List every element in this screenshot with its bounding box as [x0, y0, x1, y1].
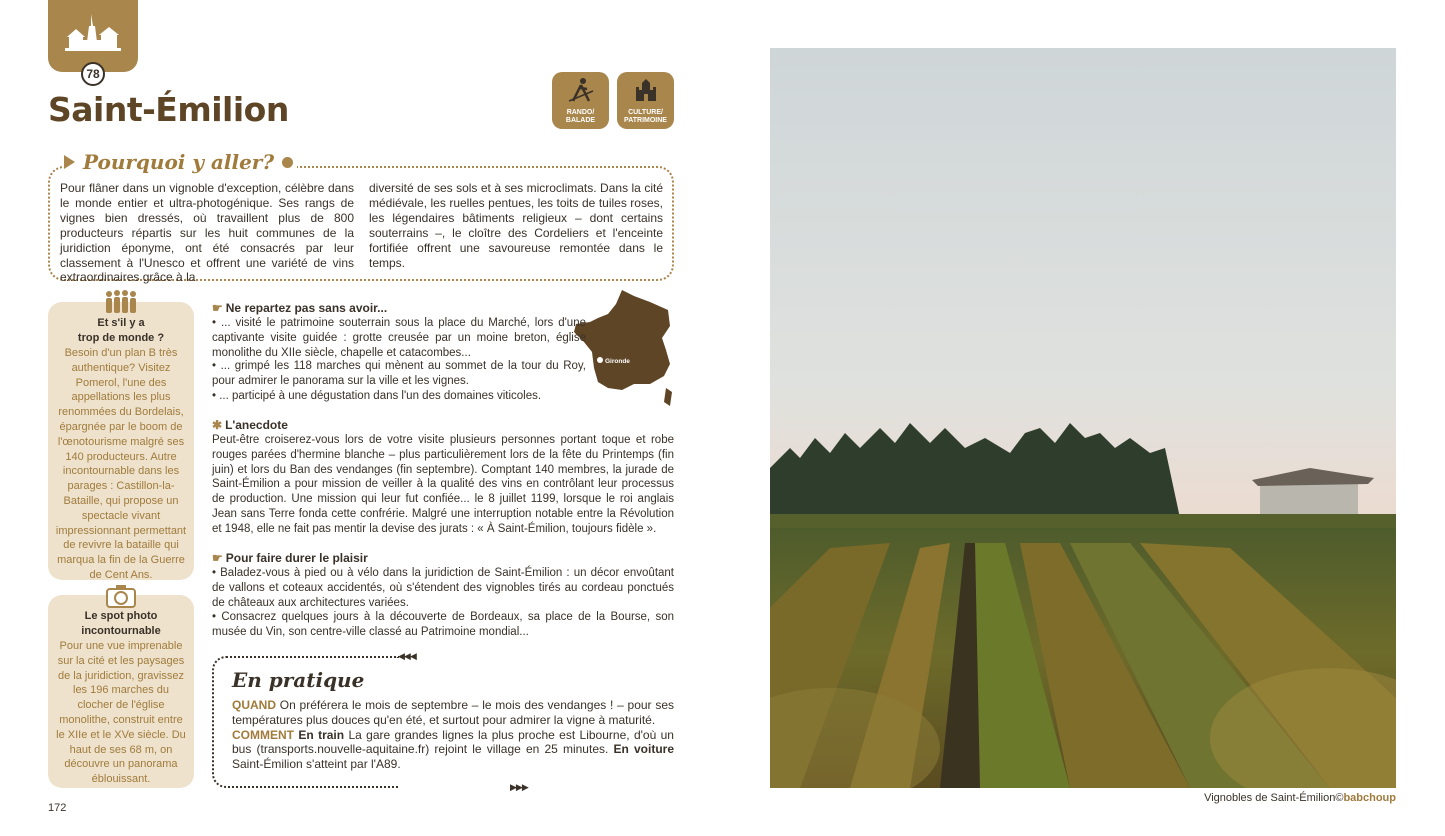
section1-title: Ne repartez pas sans avoir...	[225, 301, 388, 315]
pratique-box	[212, 651, 674, 792]
badge-rando-line2: BALADE	[565, 117, 596, 124]
why-heading-text: Pourquoi y aller?	[83, 150, 275, 174]
photo-credit: babchoup	[1343, 792, 1396, 804]
badge-rando-line1: RANDO/	[566, 109, 595, 116]
voiture-label: En voiture	[608, 742, 674, 757]
badge-rando	[552, 72, 609, 129]
section-ne-repartez	[212, 301, 586, 360]
why-text-col2: diversité de ses sols et à ses microclimats. Dans la cité médiévale, les ruelles pentues, les toits de tuiles roses, les légendaires bâtiments religieux – dont certains souterrains –, le cloître des Cordeliers et l'enceinte fortifiée offrent une savoureuse remontée dans le temps.	[369, 181, 663, 270]
castle-icon	[632, 77, 660, 103]
voiture-text: Saint-Émilion s'atteint par l'A89.	[232, 757, 401, 772]
quand-label: QUAND	[232, 698, 276, 712]
crowd-title-1: Et s'il y a	[97, 317, 145, 329]
badge-culture-line1: CULTURE/	[628, 109, 663, 116]
sidebar-box-crowd	[48, 302, 194, 580]
camera-icon	[106, 584, 136, 608]
section3-bullet2: • Consacrez quelques jours à la découverte de Bordeaux, sa place de la Bourse, son musée du Vin, son centre-ville classé au Patrimoine mondial...	[212, 611, 674, 639]
photo-caption	[1204, 792, 1396, 804]
pratique-heading: En pratique	[232, 668, 365, 692]
pointing-hand-icon: ☛	[212, 301, 223, 315]
hiker-icon	[567, 77, 595, 103]
badge-culture	[617, 72, 674, 129]
asterisk-icon: ✱	[212, 418, 223, 432]
caption-text: Vignobles de Saint-Émilion	[1204, 792, 1336, 804]
people-icon	[103, 289, 139, 315]
train-text: La gare grandes lignes la plus proche est Libourne, d'où un bus (transports.nouvelle-aquitaine.fr) rejoint le village en 25 minutes.	[232, 727, 674, 757]
vineyard-photo	[770, 48, 1396, 788]
crowd-text: Besoin d'un plan B très authentique? Visitez Pomerol, l'une des appellations les plus renommées du Bordelais, épargnée par le boom de l'œnotourisme malgré ses 140 producteurs. Autre incontournable dans les parages : Castillon-la-Bataille, qui propose un spectacle vivant impressionnant permettant de revivre la bataille qui marqua la fin de la Guerre de Cent Ans.	[55, 347, 187, 581]
photo-title-2: incontournable	[81, 625, 161, 637]
page-number: 172	[48, 802, 67, 814]
section2-text: Peut-être croiserez-vous lors de votre visite plusieurs personnes portant toque et robe rouges parées d'hermine blanche – plus particulièrement lors de la fête du Printemps (fin juin) et lors du Ban des vendanges (fin septembre). Comptant 140 membres, la jurade de Saint-Émilion a pour mission de veiller à la qualité des vins en contrôlant leur processus de production. Une mission qui leur fut confiée... le 8 juillet 1199, lorsque le roi anglais Jean sans Terre fonda cette confrérie. Malgré une interruption notable entre la Révolution et 1948, elle ne fait pas mentir la devise des jurats : « À Saint-Émilion, toujours fidèle ».	[212, 434, 674, 535]
arrows-left-icon: ◀◀◀	[398, 651, 416, 661]
section1-bullet2-wrap	[212, 359, 586, 403]
triangle-icon	[64, 155, 75, 169]
map-label-gironde: Gironde	[605, 358, 630, 365]
quand-text: On préférera le mois de septembre – le mois des vendanges ! – pour ses températures plus douces qu'en été, et surtout pour admirer la vigne à maturité.	[232, 698, 674, 727]
section-anecdote	[212, 418, 674, 537]
why-text-col1: Pour flâner dans un vignoble d'exception, célèbre dans le monde entier et ultra-photogénique. Ses rangs de vignes bien dressés, où travaillent plus de 800 producteurs répartis sur les huit communes de la juridiction éponyme, ont été consacrés par leur classement à l'Unesco et offrent une variété de vins extraordinaires grâce à la	[60, 181, 354, 285]
page-title: Saint-Émilion	[48, 90, 289, 129]
arrows-right-icon: ▶▶▶	[510, 782, 528, 792]
village-icon	[63, 12, 123, 56]
section1-bullet3: • ... participé à une dégustation dans l'un des domaines viticoles.	[212, 389, 542, 402]
section-plaisir	[212, 551, 674, 640]
crowd-title-2: trop de monde ?	[77, 332, 165, 344]
section3-title: Pour faire durer le plaisir	[225, 551, 368, 565]
photo-title-1: Le spot photo	[84, 610, 158, 622]
why-heading	[64, 150, 297, 174]
train-label: En train	[294, 727, 345, 742]
credit-symbol: ©	[1335, 792, 1344, 804]
section2-title: L'anecdote	[225, 418, 288, 432]
section1-bullet2: • ... grimpé les 118 marches qui mènent au sommet de la tour du Roy, pour admirer le panorama sur la ville et les vignes.	[212, 360, 586, 387]
sidebar-box-photo	[48, 595, 194, 788]
section3-bullet1: • Baladez-vous à pied ou à vélo dans la juridiction de Saint-Émilion : un décor envoûtant de vallons et coteaux accidentés, où s'étendent des vignobles tirés au cordeau ponctués de châteaux aux architectures variées.	[212, 567, 674, 609]
dot-icon	[282, 157, 293, 168]
comment-label: COMMENT	[232, 727, 294, 742]
pratique-text	[232, 698, 674, 772]
section1-bullet1: • ... visité le patrimoine souterrain sous la place du Marché, lors d'une captivante visite guidée : grotte creusée par un moine breton, église monolithe du XIIe siècle, chapelle et catacombes...	[212, 317, 586, 359]
activity-number: 78	[81, 62, 105, 86]
pointing-hand-icon: ☛	[212, 551, 223, 565]
france-map	[572, 288, 676, 410]
photo-text: Pour une vue imprenable sur la cité et les paysages de la juridiction, gravissez les 196 marches du clocher de l'église monolithe, construit entre le XIIe et le XVe siècle. Du haut de ses 68 m, on découvre un panorama éblouissant.	[56, 640, 186, 786]
badge-culture-line2: PATRIMOINE	[624, 117, 667, 124]
